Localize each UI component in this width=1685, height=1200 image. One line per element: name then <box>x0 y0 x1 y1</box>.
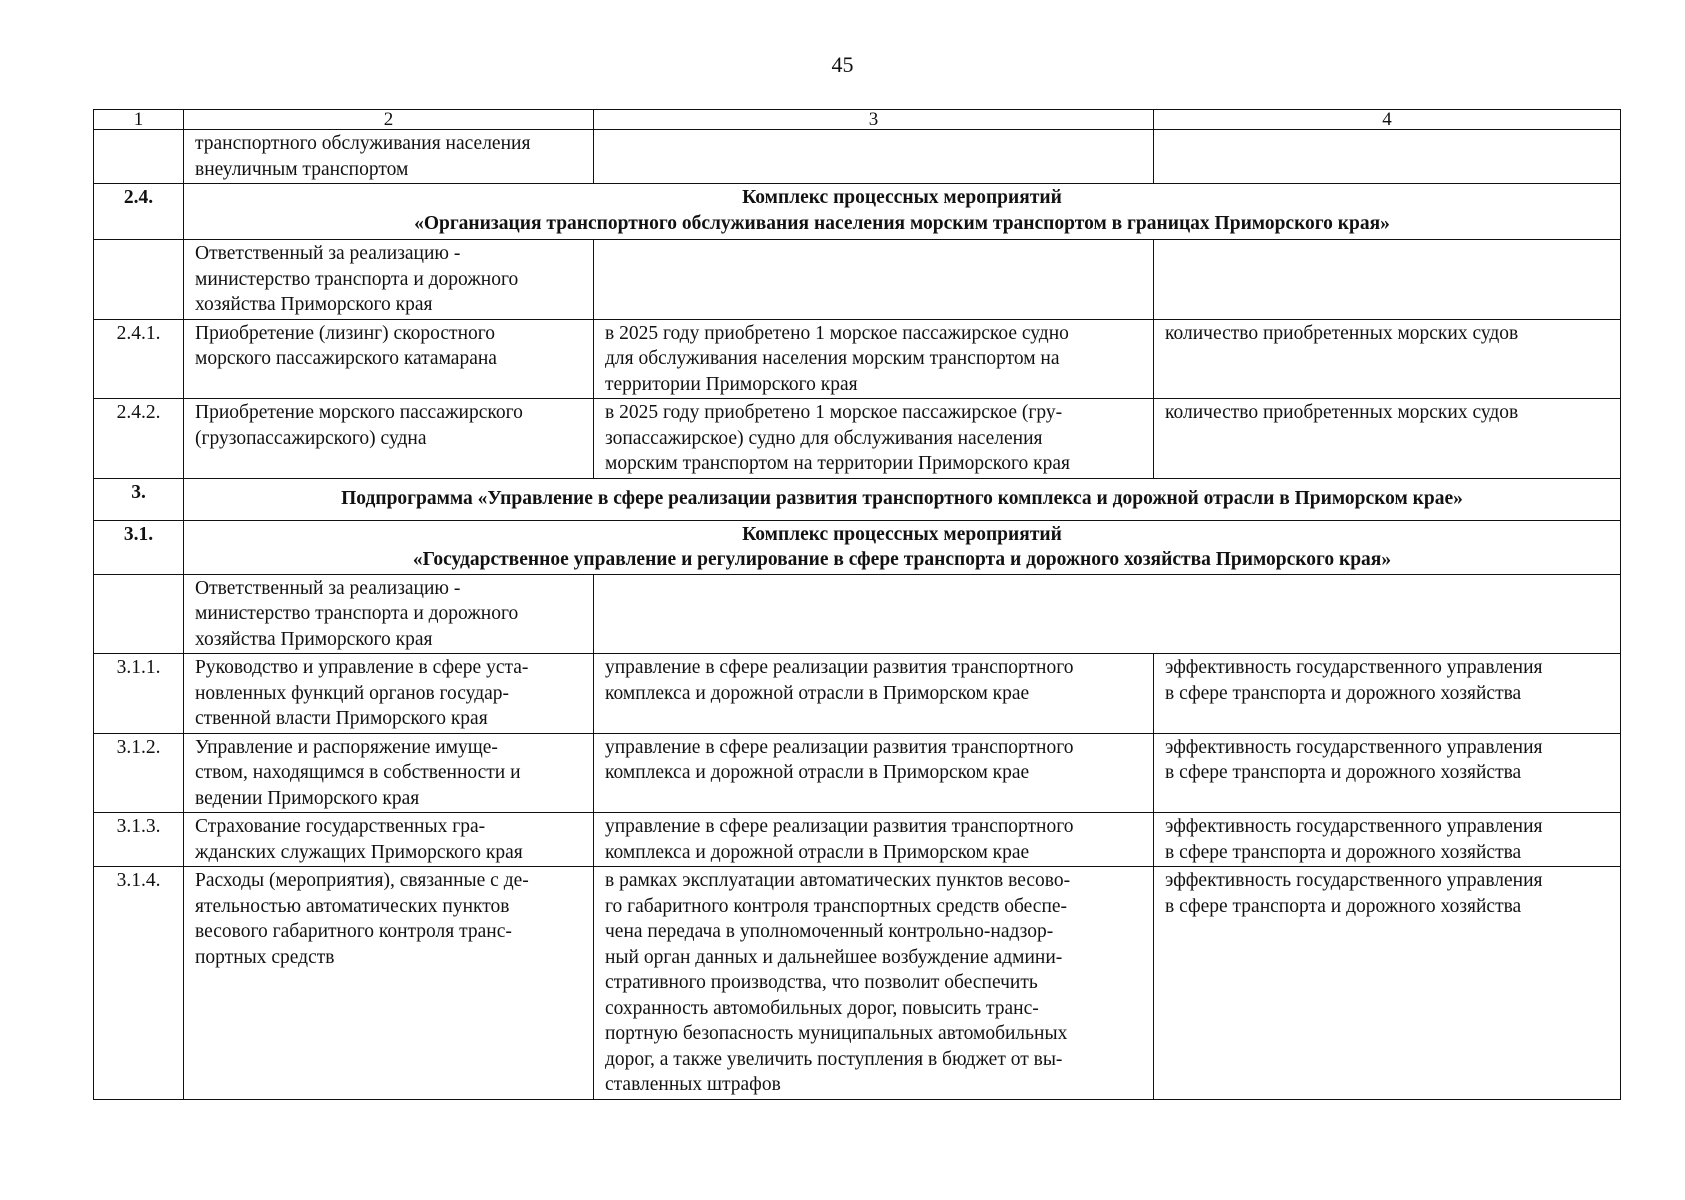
program-table <box>93 109 1621 1100</box>
cell-text-line: в рамках эксплуатации автоматических пунктов весово- <box>605 870 1071 891</box>
cell-text-line: комплекса и дорожной отрасли в Приморском крае <box>605 682 1030 704</box>
cell-text-line: «Организация транспортного обслуживания населения морским транспортом в границах Приморского края» <box>414 212 1390 234</box>
section-title <box>184 184 1621 240</box>
cell-text-line: управление в сфере реализации развития транспортного <box>605 657 1074 678</box>
cell-text-line: для обслуживания населения морским транспортом на <box>605 348 1060 369</box>
cell-text-line: ведении Приморского края <box>195 787 420 809</box>
cell-text-line: чена передача в уполномоченный контрольно-надзор- <box>605 921 1054 942</box>
result-description-cell <box>594 654 1154 734</box>
indicator-cell <box>1154 867 1621 1100</box>
row-number: 3.1.1. <box>94 654 184 734</box>
row-number <box>94 574 184 654</box>
table-row <box>94 654 1621 734</box>
cell-text-line: эффективность государственного управления <box>1165 736 1543 758</box>
section-row <box>94 478 1621 520</box>
cell-text-line: стративного производства, что позволит обеспечить <box>605 972 1038 993</box>
cell-text-line: портных средств <box>195 946 335 968</box>
section-number: 3. <box>94 478 184 520</box>
table-header-row <box>94 110 1621 130</box>
cell-text-line: внеуличным транспортом <box>195 158 409 180</box>
cell-text-line: «Государственное управление и регулирование в сфере транспорта и дорожного хозяйства Приморского края» <box>412 549 1392 570</box>
result-description-cell <box>594 867 1154 1100</box>
cell-text-line: Ответственный за реализацию - <box>195 577 461 599</box>
result-description-cell <box>594 319 1154 399</box>
cell-text-line: в 2025 году приобретено 1 морское пассажирское (гру- <box>605 402 1063 423</box>
indicator-cell <box>1154 654 1621 734</box>
cell-text-line: комплекса и дорожной отрасли в Приморском крае <box>605 762 1030 783</box>
table-row <box>94 867 1621 1100</box>
cell-text-line: в сфере транспорта и дорожного хозяйства <box>1165 682 1522 704</box>
result-description-cell <box>594 733 1154 813</box>
cell-text-line: морским транспортом на территории Приморского края <box>605 453 1070 474</box>
table-row <box>94 399 1621 479</box>
cell-text-line: зопассажирское) судно для обслуживания населения <box>605 427 1043 449</box>
cell-text-line: ставленных штрафов <box>605 1074 781 1095</box>
event-name-cell <box>184 813 594 867</box>
column-header: 3 <box>594 110 1154 130</box>
cell-text-line: эффективность государственного управления <box>1165 657 1543 678</box>
indicator-cell <box>1154 733 1621 813</box>
row-number: 3.1.3. <box>94 813 184 867</box>
row-number <box>94 240 184 320</box>
cell-text-line: министерство транспорта и дорожного <box>195 268 519 290</box>
event-name-cell <box>184 654 594 734</box>
event-name-cell <box>184 867 594 1100</box>
cell-text-line: эффективность государственного управления <box>1165 816 1543 837</box>
row-number: 3.1.4. <box>94 867 184 1100</box>
cell-text-line: в 2025 году приобретено 1 морское пассажирское судно <box>605 322 1069 344</box>
indicator-cell <box>1154 399 1621 479</box>
cell-text-line: (грузопассажирского) судна <box>195 427 427 449</box>
cell-text-line: морского пассажирского катамарана <box>195 348 497 369</box>
cell-text-line: эффективность государственного управления <box>1165 870 1543 891</box>
table-row <box>94 319 1621 399</box>
responsible-row <box>94 130 1621 184</box>
cell-text-line: управление в сфере реализации развития транспортного <box>605 816 1074 837</box>
event-name-cell <box>184 319 594 399</box>
row-number: 2.4.1. <box>94 319 184 399</box>
cell-text-line: сохранность автомобильных дорог, повысить транс- <box>605 997 1039 1019</box>
cell-text-line: Приобретение морского пассажирского <box>195 402 523 423</box>
result-description-cell <box>594 240 1154 320</box>
cell-text-line: Страхование государственных гра- <box>195 816 486 837</box>
cell-text-line: Подпрограмма «Управление в сфере реализации развития транспортного комплекса и дорожной отрасли в Приморском крае» <box>341 488 1463 510</box>
event-name-cell <box>184 733 594 813</box>
section-number: 3.1. <box>94 520 184 574</box>
page-number: 45 <box>831 52 854 77</box>
cell-text-line: весового габаритного контроля транс- <box>195 921 512 942</box>
result-description-cell <box>594 130 1154 184</box>
indicator-cell <box>1154 813 1621 867</box>
column-header: 1 <box>94 110 184 130</box>
cell-text-line: Расходы (мероприятия), связанные с де- <box>195 870 529 891</box>
cell-text-line: транспортного обслуживания населения <box>195 133 531 154</box>
table-row <box>94 733 1621 813</box>
cell-text-line: количество приобретенных морских судов <box>1165 322 1519 344</box>
cell-text-line: ный орган данных и дальнейшее возбуждение админи- <box>605 946 1063 968</box>
section-title <box>184 478 1621 520</box>
cell-text-line: хозяйства Приморского края <box>195 294 433 315</box>
cell-text-line: хозяйства Приморского края <box>195 628 433 650</box>
cell-text-line: ством, находящимся в собственности и <box>195 762 521 783</box>
cell-text-line: в сфере транспорта и дорожного хозяйства <box>1165 841 1522 863</box>
cell-text-line: в сфере транспорта и дорожного хозяйства <box>1165 762 1522 783</box>
cell-text-line: го габаритного контроля транспортных средств обеспе- <box>605 895 1068 917</box>
row-number: 2.4.2. <box>94 399 184 479</box>
cell-text-line: дорог, а также увеличить поступления в бюджет от вы- <box>605 1048 1063 1070</box>
cell-text-line: Комплекс процессных мероприятий <box>742 523 1062 545</box>
row-number <box>94 130 184 184</box>
event-name-cell <box>184 399 594 479</box>
cell-text-line: комплекса и дорожной отрасли в Приморском крае <box>605 841 1030 863</box>
event-name-cell <box>184 130 594 184</box>
cell-text-line: Управление и распоряжение имуще- <box>195 736 498 758</box>
column-header: 4 <box>1154 110 1621 130</box>
section-row <box>94 520 1621 574</box>
cell-text-line: жданских служащих Приморского края <box>195 841 523 863</box>
cell-text-line: Ответственный за реализацию - <box>195 243 461 264</box>
cell-text-line: новленных функций органов государ- <box>195 682 510 704</box>
cell-text-line: ственной власти Приморского края <box>195 708 488 729</box>
section-row <box>94 184 1621 240</box>
indicator-cell <box>1154 240 1621 320</box>
cell-text-line: количество приобретенных морских судов <box>1165 402 1519 423</box>
cell-text-line: в сфере транспорта и дорожного хозяйства <box>1165 895 1522 917</box>
cell-text-line: территории Приморского края <box>605 373 858 395</box>
indicator-cell <box>1154 130 1621 184</box>
responsible-row <box>94 574 1621 654</box>
cell-text-line: Комплекс процессных мероприятий <box>742 187 1062 208</box>
cell-text-line: портную безопасность муниципальных автомобильных <box>605 1023 1068 1044</box>
event-name-cell <box>184 574 594 654</box>
cell-text-line: управление в сфере реализации развития транспортного <box>605 736 1074 758</box>
row-number: 3.1.2. <box>94 733 184 813</box>
indicator-cell <box>1154 319 1621 399</box>
table-row <box>94 813 1621 867</box>
column-header: 2 <box>184 110 594 130</box>
section-title <box>184 520 1621 574</box>
merged-empty-cell <box>594 574 1621 654</box>
event-name-cell <box>184 240 594 320</box>
cell-text-line: Приобретение (лизинг) скоростного <box>195 322 496 344</box>
result-description-cell <box>594 813 1154 867</box>
cell-text-line: министерство транспорта и дорожного <box>195 603 519 624</box>
section-number: 2.4. <box>94 184 184 240</box>
responsible-row <box>94 240 1621 320</box>
cell-text-line: Руководство и управление в сфере уста- <box>195 657 529 678</box>
cell-text-line: ятельностью автоматических пунктов <box>195 895 510 917</box>
result-description-cell <box>594 399 1154 479</box>
